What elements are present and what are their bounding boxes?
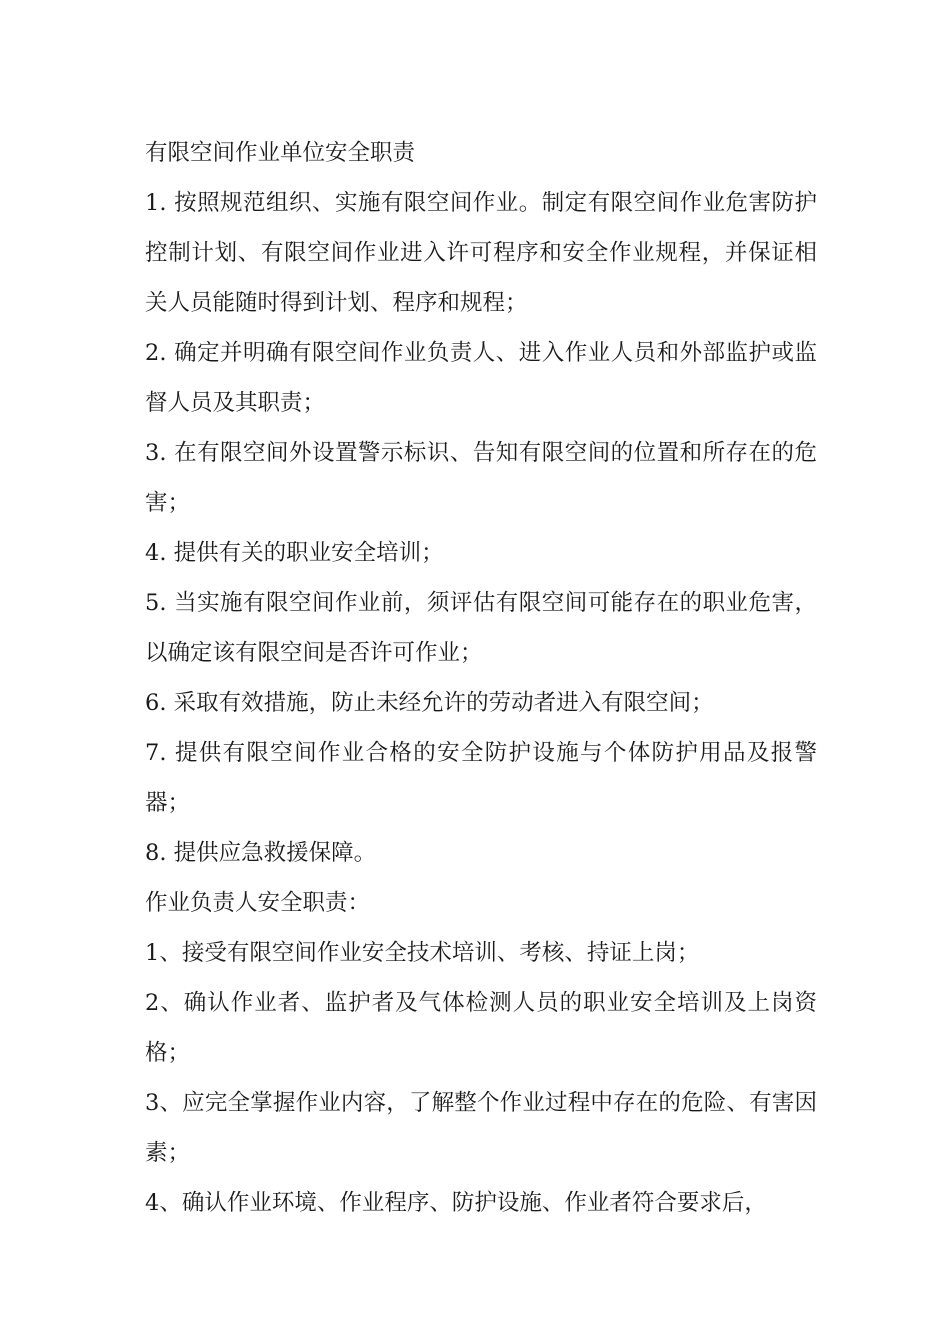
- leader-duty-item-1: 1、接受有限空间作业安全技术培训、考核、持证上岗；: [145, 940, 700, 966]
- unit-duty-item-1: 1. 按照规范组织、实施有限空间作业。制定有限空间作业危害防护控制计划、有限空间作业进入许可程序和安全作业规程，并保证相关人员能随时得到计划、程序和规程；: [145, 190, 817, 316]
- unit-duty-item-7: 7. 提供有限空间作业合格的安全防护设施与个体防护用品及报警器；: [145, 740, 817, 816]
- document-body: [145, 128, 817, 1228]
- leader-duty-item-4: 4、确认作业环境、作业程序、防护设施、作业者符合要求后，: [145, 1190, 767, 1216]
- unit-duty-item-4: 4. 提供有关的职业安全培训；: [145, 540, 444, 566]
- unit-duty-item-3: 3. 在有限空间外设置警示标识、告知有限空间的位置和所存在的危害；: [145, 440, 817, 516]
- unit-duty-item-2: 2. 确定并明确有限空间作业负责人、进入作业人员和外部监护或监督人员及其职责；: [145, 340, 817, 416]
- section-title-unit-duties: 有限空间作业单位安全职责: [145, 140, 416, 166]
- unit-duty-item-6: 6. 采取有效措施，防止未经允许的劳动者进入有限空间；: [145, 690, 714, 716]
- leader-duty-item-2: 2、确认作业者、监护者及气体检测人员的职业安全培训及上岗资格；: [145, 990, 817, 1066]
- unit-duty-item-5: 5. 当实施有限空间作业前，须评估有限空间可能存在的职业危害，以确定该有限空间是否许可作业；: [145, 590, 817, 666]
- leader-duty-item-3: 3、应完全掌握作业内容，了解整个作业过程中存在的危险、有害因素；: [145, 1090, 817, 1166]
- unit-duty-item-8: 8. 提供应急救援保障。: [145, 840, 377, 866]
- section-title-leader-duties: 作业负责人安全职责：: [145, 890, 371, 916]
